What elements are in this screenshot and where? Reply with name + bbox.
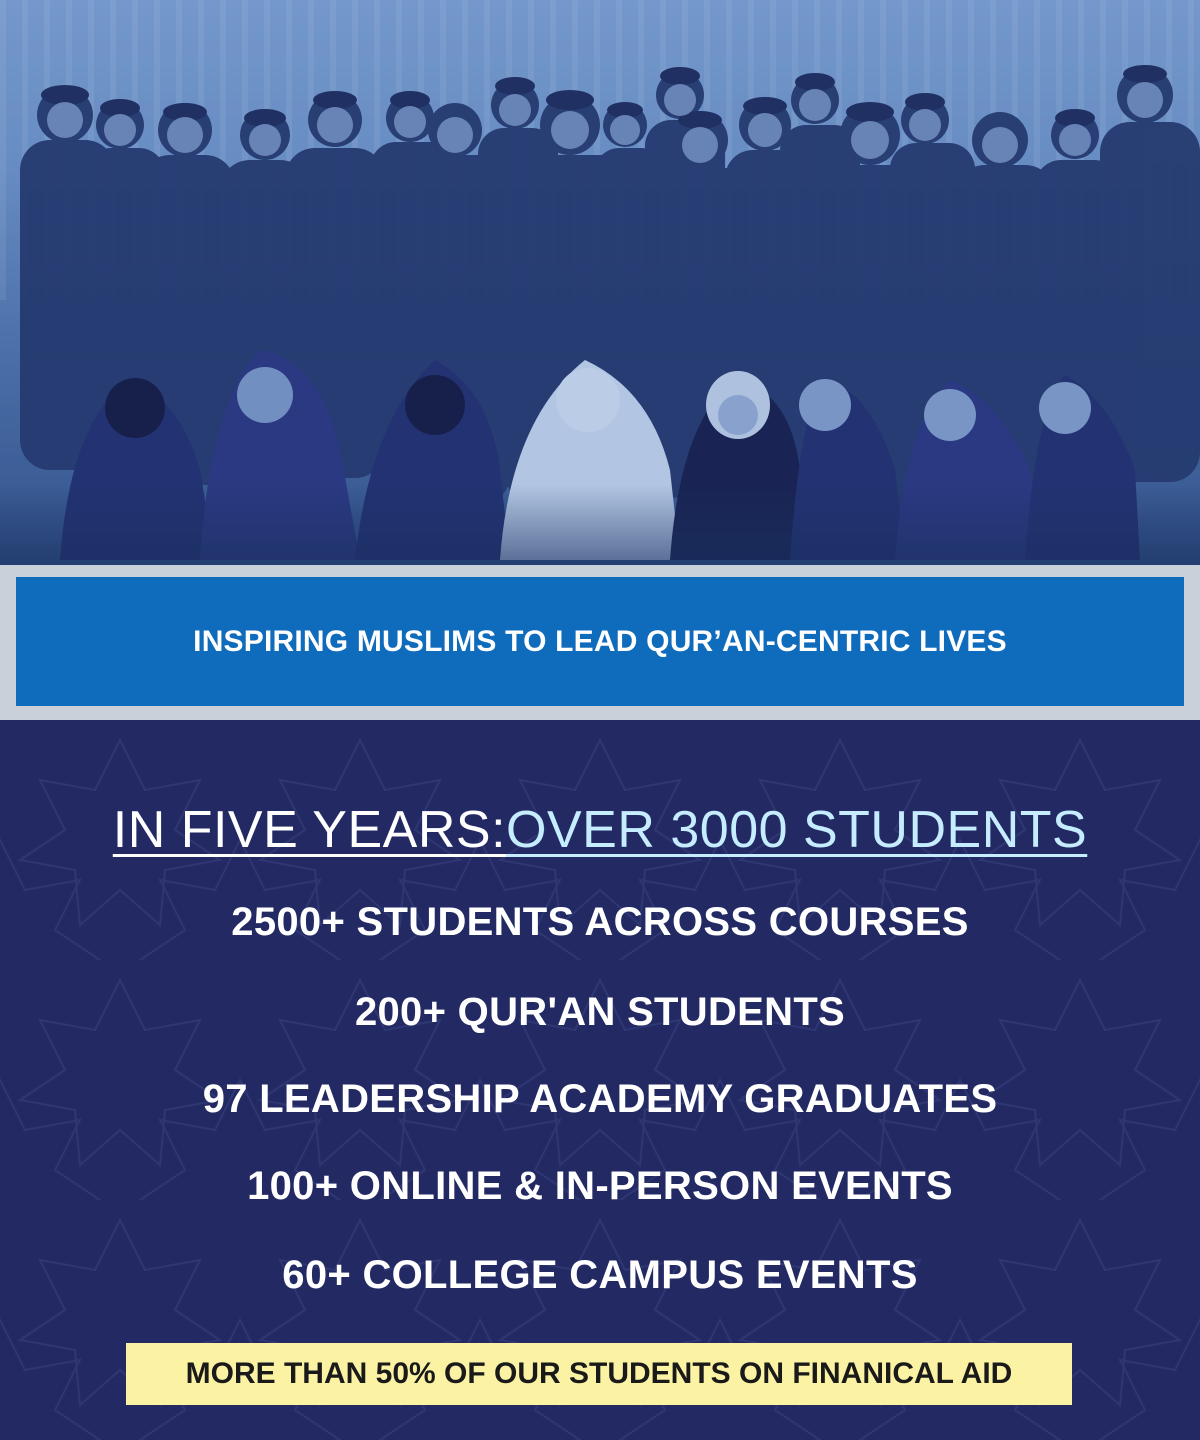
stat-students-across-courses: 2500+ STUDENTS ACROSS COURSES xyxy=(231,900,969,944)
stat-online-in-person-events: 100+ ONLINE & IN-PERSON EVENTS xyxy=(247,1164,953,1208)
financial-aid-banner xyxy=(126,1343,1072,1405)
stat-quran-students: 200+ QUR'AN STUDENTS xyxy=(354,990,846,1034)
tagline-frame xyxy=(0,565,1200,720)
group-photo xyxy=(0,0,1200,565)
headline-highlight: OVER 3000 STUDENTS xyxy=(506,801,1088,859)
stats-section xyxy=(0,720,1200,1440)
photo-tint-overlay xyxy=(0,0,1200,565)
headline-lead: IN FIVE YEARS: xyxy=(112,801,507,859)
stat-college-campus-events: 60+ COLLEGE CAMPUS EVENTS xyxy=(282,1253,918,1297)
tagline-text: INSPIRING MUSLIMS TO LEAD QUR’AN-CENTRIC LIVES xyxy=(193,624,1007,658)
financial-aid-text: MORE THAN 50% OF OUR STUDENTS ON FINANICAL AID xyxy=(185,1357,1013,1390)
stat-leadership-graduates: 97 LEADERSHIP ACADEMY GRADUATES xyxy=(202,1077,998,1121)
headline xyxy=(0,800,1200,860)
tagline-banner xyxy=(16,577,1184,706)
